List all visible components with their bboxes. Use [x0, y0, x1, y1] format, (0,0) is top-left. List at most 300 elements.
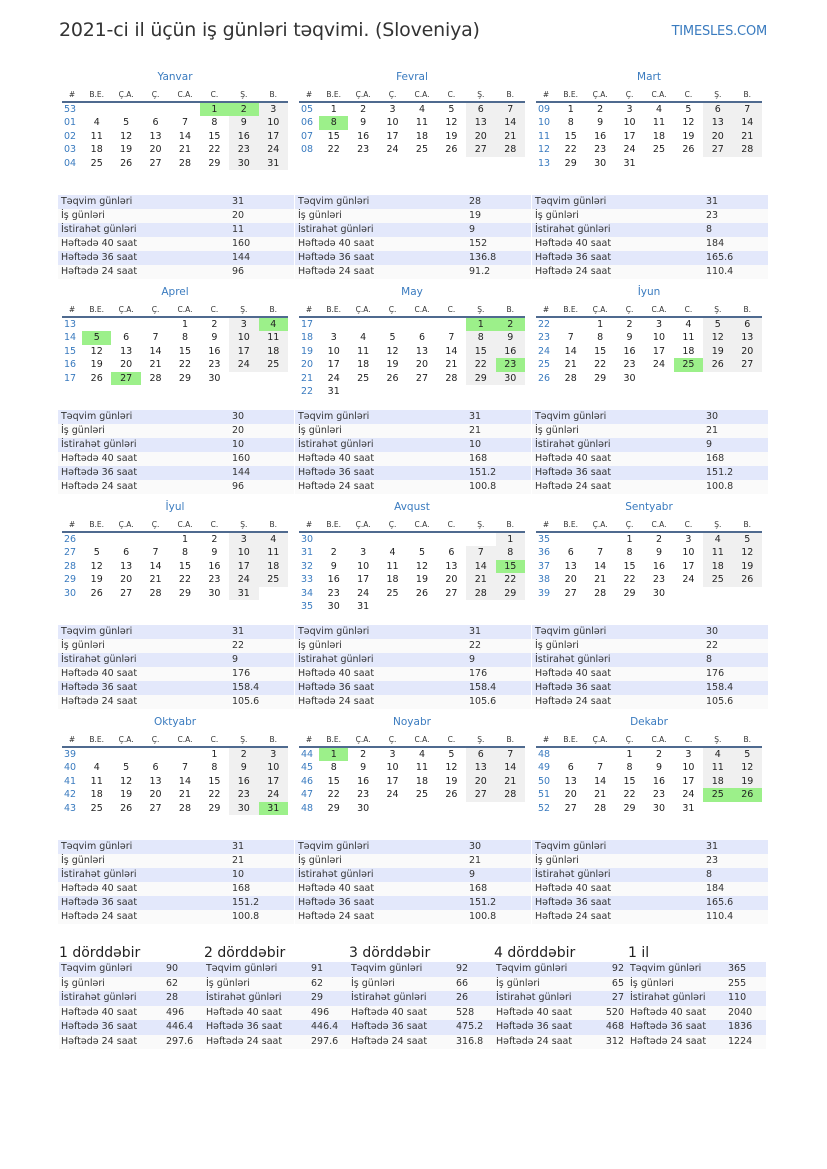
day-cell[interactable]: 22 [178, 359, 192, 371]
day-cell[interactable]: 23 [652, 574, 666, 586]
day-cell[interactable]: 24 [357, 587, 370, 599]
day-cell[interactable]: 30 [496, 372, 525, 385]
day-cell[interactable]: 28 [149, 587, 162, 599]
day-cell[interactable]: 11 [90, 130, 103, 142]
day-cell[interactable]: 8 [567, 117, 574, 129]
day-cell[interactable]: 29 [623, 802, 636, 814]
day-cell[interactable]: 3 [360, 547, 367, 559]
day-cell[interactable]: 23 [652, 789, 666, 801]
day-cell[interactable]: 7 [567, 332, 574, 344]
day-cell[interactable]: 26 [682, 144, 695, 156]
day-cell[interactable]: 15 [178, 345, 192, 357]
day-cell[interactable]: 14 [733, 116, 762, 129]
day-cell[interactable]: 9 [597, 117, 604, 129]
day-cell[interactable]: 2 [655, 749, 662, 760]
day-cell[interactable]: 30 [229, 157, 258, 170]
day-cell[interactable]: 11 [703, 761, 732, 774]
day-cell[interactable]: 25 [652, 144, 666, 156]
day-cell[interactable]: 8 [466, 331, 495, 344]
day-cell[interactable]: 3 [259, 102, 288, 116]
day-cell[interactable]: 15 [327, 130, 340, 142]
day-cell[interactable]: 30 [357, 802, 370, 814]
day-cell[interactable]: 22 [208, 789, 221, 801]
day-cell[interactable]: 11 [259, 331, 288, 344]
day-cell[interactable]: 16 [208, 560, 221, 572]
day-cell[interactable]: 22 [327, 789, 340, 801]
day-cell[interactable]: 20 [149, 144, 162, 156]
day-cell[interactable]: 25 [415, 789, 429, 801]
day-cell[interactable]: 2 [597, 104, 604, 115]
day-cell[interactable]: 16 [357, 130, 370, 142]
day-cell[interactable]: 18 [703, 560, 732, 573]
day-cell[interactable]: 12 [703, 331, 732, 344]
day-cell[interactable]: 13 [466, 116, 495, 129]
brand-link[interactable]: TIMESLES.COM [671, 24, 767, 39]
day-cell[interactable]: 11 [386, 560, 399, 572]
day-cell[interactable]: 21 [594, 789, 607, 801]
day-cell[interactable]: 15 [623, 775, 636, 787]
day-cell[interactable]: 5 [82, 331, 111, 344]
day-cell[interactable]: 17 [386, 130, 399, 142]
day-cell[interactable]: 27 [120, 587, 133, 599]
day-cell[interactable]: 26 [120, 802, 133, 814]
day-cell[interactable]: 1 [330, 104, 337, 115]
day-cell[interactable]: 5 [703, 317, 732, 331]
day-cell[interactable]: 12 [733, 761, 762, 774]
day-cell[interactable]: 8 [211, 117, 218, 129]
day-cell[interactable]: 22 [564, 144, 577, 156]
day-cell[interactable]: 9 [655, 762, 662, 774]
day-cell[interactable]: 13 [120, 560, 133, 572]
day-cell[interactable]: 20 [703, 130, 732, 143]
day-cell[interactable]: 30 [208, 587, 221, 599]
day-cell[interactable]: 12 [445, 117, 458, 129]
day-cell[interactable]: 8 [597, 332, 604, 344]
day-cell[interactable]: 4 [93, 762, 100, 774]
day-cell[interactable]: 17 [682, 560, 695, 572]
day-cell[interactable]: 29 [178, 587, 192, 599]
day-cell[interactable]: 19 [90, 359, 103, 371]
day-cell[interactable]: 22 [466, 358, 495, 371]
day-cell[interactable]: 11 [703, 546, 732, 559]
day-cell[interactable]: 17 [259, 130, 288, 143]
day-cell[interactable]: 10 [386, 762, 399, 774]
day-cell[interactable]: 2 [655, 534, 662, 545]
day-cell[interactable]: 30 [327, 601, 340, 613]
day-cell[interactable]: 19 [703, 345, 732, 358]
day-cell[interactable]: 19 [445, 775, 458, 787]
day-cell[interactable]: 8 [181, 547, 188, 559]
day-cell[interactable]: 1 [597, 319, 604, 330]
day-cell[interactable]: 27 [149, 157, 162, 169]
day-cell[interactable]: 7 [181, 762, 188, 774]
day-cell[interactable]: 15 [466, 345, 495, 358]
day-cell[interactable]: 8 [626, 762, 633, 774]
day-cell[interactable]: 4 [93, 117, 100, 129]
day-cell[interactable]: 24 [682, 789, 695, 801]
day-cell[interactable]: 6 [152, 762, 159, 774]
day-cell[interactable]: 18 [415, 130, 429, 142]
day-cell[interactable]: 23 [357, 144, 370, 156]
day-cell[interactable]: 25 [703, 573, 732, 586]
day-cell[interactable]: 23 [208, 359, 221, 371]
day-cell[interactable]: 9 [211, 547, 218, 559]
day-cell[interactable]: 13 [564, 560, 577, 572]
day-cell[interactable]: 31 [327, 386, 340, 398]
day-cell[interactable]: 6 [123, 547, 130, 559]
day-cell[interactable]: 31 [682, 802, 695, 814]
day-cell[interactable]: 24 [623, 144, 636, 156]
day-cell[interactable]: 1 [496, 532, 525, 546]
day-cell[interactable]: 24 [259, 788, 288, 801]
day-cell[interactable]: 2 [626, 319, 633, 330]
day-cell[interactable]: 23 [327, 587, 340, 599]
day-cell[interactable]: 5 [685, 104, 692, 115]
day-cell[interactable]: 13 [149, 130, 162, 142]
day-cell[interactable]: 26 [445, 144, 458, 156]
day-cell[interactable]: 19 [415, 574, 429, 586]
day-cell[interactable]: 21 [149, 574, 162, 586]
day-cell[interactable]: 9 [360, 762, 367, 774]
day-cell[interactable]: 14 [149, 345, 162, 357]
day-cell[interactable]: 28 [149, 372, 162, 384]
day-cell[interactable]: 31 [259, 157, 288, 170]
day-cell[interactable]: 12 [90, 560, 103, 572]
day-cell[interactable]: 25 [90, 802, 103, 814]
day-cell[interactable]: 1 [626, 749, 633, 760]
day-cell[interactable]: 10 [229, 546, 258, 559]
day-cell[interactable]: 21 [178, 144, 192, 156]
day-cell[interactable]: 7 [152, 332, 159, 344]
day-cell[interactable]: 28 [594, 587, 607, 599]
day-cell[interactable]: 14 [496, 761, 525, 774]
day-cell[interactable]: 21 [445, 359, 458, 371]
day-cell[interactable]: 9 [626, 332, 633, 344]
day-cell[interactable]: 4 [259, 532, 288, 546]
day-cell[interactable]: 10 [386, 117, 399, 129]
day-cell[interactable]: 5 [123, 762, 130, 774]
day-cell[interactable]: 3 [389, 104, 396, 115]
day-cell[interactable]: 30 [229, 802, 258, 815]
day-cell[interactable]: 25 [415, 144, 429, 156]
day-cell[interactable]: 22 [208, 144, 221, 156]
day-cell[interactable]: 21 [178, 789, 192, 801]
day-cell[interactable]: 29 [178, 372, 192, 384]
day-cell[interactable]: 11 [259, 546, 288, 559]
day-cell[interactable]: 27 [149, 802, 162, 814]
day-cell[interactable]: 13 [703, 116, 732, 129]
day-cell[interactable]: 28 [594, 802, 607, 814]
day-cell[interactable]: 16 [496, 345, 525, 358]
day-cell[interactable]: 29 [594, 372, 607, 384]
day-cell[interactable]: 5 [418, 547, 425, 559]
day-cell[interactable]: 15 [178, 560, 192, 572]
day-cell[interactable]: 16 [594, 130, 607, 142]
day-cell[interactable]: 5 [733, 747, 762, 761]
day-cell[interactable]: 19 [733, 775, 762, 788]
day-cell[interactable]: 17 [229, 560, 258, 573]
day-cell[interactable]: 4 [703, 747, 732, 761]
day-cell[interactable]: 3 [389, 749, 396, 760]
day-cell[interactable]: 21 [496, 130, 525, 143]
day-cell[interactable]: 28 [178, 802, 192, 814]
day-cell[interactable]: 24 [386, 789, 399, 801]
day-cell[interactable]: 1 [319, 747, 348, 761]
day-cell[interactable]: 10 [259, 116, 288, 129]
day-cell[interactable]: 16 [652, 775, 666, 787]
day-cell[interactable]: 20 [415, 359, 429, 371]
day-cell[interactable]: 6 [418, 332, 425, 344]
day-cell[interactable]: 18 [652, 130, 666, 142]
day-cell[interactable]: 31 [259, 802, 288, 815]
day-cell[interactable]: 26 [386, 372, 399, 384]
day-cell[interactable]: 27 [445, 587, 458, 599]
day-cell[interactable]: 20 [466, 130, 495, 143]
day-cell[interactable]: 17 [386, 775, 399, 787]
day-cell[interactable]: 6 [466, 747, 495, 761]
day-cell[interactable]: 17 [259, 775, 288, 788]
day-cell[interactable]: 25 [90, 157, 103, 169]
day-cell[interactable]: 2 [360, 749, 367, 760]
day-cell[interactable]: 3 [259, 747, 288, 761]
day-cell[interactable]: 8 [330, 762, 337, 774]
day-cell[interactable]: 17 [652, 345, 666, 357]
day-cell[interactable]: 29 [496, 587, 525, 600]
day-cell[interactable]: 4 [418, 104, 425, 115]
day-cell[interactable]: 25 [703, 788, 732, 801]
day-cell[interactable]: 18 [415, 775, 429, 787]
day-cell[interactable]: 22 [623, 574, 636, 586]
day-cell[interactable]: 12 [120, 775, 133, 787]
day-cell[interactable]: 3 [229, 532, 258, 546]
day-cell[interactable]: 3 [685, 534, 692, 545]
day-cell[interactable]: 26 [445, 789, 458, 801]
day-cell[interactable]: 10 [357, 560, 370, 572]
day-cell[interactable]: 22 [594, 359, 607, 371]
day-cell[interactable]: 5 [733, 532, 762, 546]
day-cell[interactable]: 4 [685, 319, 692, 330]
day-cell[interactable]: 23 [623, 359, 636, 371]
day-cell[interactable]: 5 [389, 332, 396, 344]
day-cell[interactable]: 17 [327, 359, 340, 371]
day-cell[interactable]: 28 [564, 372, 577, 384]
day-cell[interactable]: 14 [178, 775, 192, 787]
day-cell[interactable]: 3 [626, 104, 633, 115]
day-cell[interactable]: 7 [448, 332, 455, 344]
day-cell[interactable]: 13 [445, 560, 458, 572]
day-cell[interactable]: 24 [327, 372, 340, 384]
day-cell[interactable]: 25 [259, 573, 288, 586]
day-cell[interactable]: 24 [259, 143, 288, 156]
day-cell[interactable]: 27 [111, 372, 140, 385]
day-cell[interactable]: 29 [208, 157, 221, 169]
day-cell[interactable]: 30 [652, 802, 666, 814]
day-cell[interactable]: 21 [496, 775, 525, 788]
day-cell[interactable]: 6 [733, 317, 762, 331]
day-cell[interactable]: 30 [208, 372, 221, 384]
day-cell[interactable]: 11 [652, 117, 666, 129]
day-cell[interactable]: 28 [466, 587, 495, 600]
day-cell[interactable]: 28 [496, 143, 525, 156]
day-cell[interactable]: 22 [327, 144, 340, 156]
day-cell[interactable]: 2 [496, 317, 525, 331]
day-cell[interactable]: 14 [594, 560, 607, 572]
day-cell[interactable]: 13 [733, 331, 762, 344]
day-cell[interactable]: 20 [445, 574, 458, 586]
day-cell[interactable]: 7 [733, 102, 762, 116]
day-cell[interactable]: 2 [229, 102, 258, 116]
day-cell[interactable]: 22 [178, 574, 192, 586]
day-cell[interactable]: 26 [415, 587, 429, 599]
day-cell[interactable]: 8 [626, 547, 633, 559]
day-cell[interactable]: 29 [208, 802, 221, 814]
day-cell[interactable]: 29 [623, 587, 636, 599]
day-cell[interactable]: 27 [564, 587, 577, 599]
day-cell[interactable]: 7 [496, 747, 525, 761]
day-cell[interactable]: 10 [682, 547, 695, 559]
day-cell[interactable]: 1 [211, 749, 218, 760]
day-cell[interactable]: 9 [229, 761, 258, 774]
day-cell[interactable]: 4 [259, 317, 288, 331]
day-cell[interactable]: 6 [448, 547, 455, 559]
day-cell[interactable]: 16 [652, 560, 666, 572]
day-cell[interactable]: 3 [685, 749, 692, 760]
day-cell[interactable]: 28 [496, 788, 525, 801]
day-cell[interactable]: 14 [564, 345, 577, 357]
day-cell[interactable]: 13 [415, 345, 429, 357]
day-cell[interactable]: 5 [123, 117, 130, 129]
day-cell[interactable]: 23 [357, 789, 370, 801]
day-cell[interactable]: 24 [229, 573, 258, 586]
day-cell[interactable]: 15 [208, 775, 221, 787]
day-cell[interactable]: 27 [703, 143, 732, 156]
day-cell[interactable]: 7 [496, 102, 525, 116]
day-cell[interactable]: 9 [229, 116, 258, 129]
day-cell[interactable]: 10 [229, 331, 258, 344]
day-cell[interactable]: 21 [594, 574, 607, 586]
day-cell[interactable]: 1 [567, 104, 574, 115]
day-cell[interactable]: 9 [655, 547, 662, 559]
day-cell[interactable]: 16 [229, 130, 258, 143]
day-cell[interactable]: 15 [208, 130, 221, 142]
day-cell[interactable]: 14 [149, 560, 162, 572]
day-cell[interactable]: 19 [120, 789, 133, 801]
day-cell[interactable]: 24 [652, 359, 666, 371]
day-cell[interactable]: 31 [229, 587, 258, 600]
day-cell[interactable]: 10 [327, 345, 340, 357]
day-cell[interactable]: 2 [330, 547, 337, 559]
day-cell[interactable]: 7 [152, 547, 159, 559]
day-cell[interactable]: 1 [181, 319, 188, 330]
day-cell[interactable]: 21 [466, 573, 495, 586]
day-cell[interactable]: 26 [90, 372, 103, 384]
day-cell[interactable]: 23 [229, 143, 258, 156]
day-cell[interactable]: 1 [200, 102, 229, 116]
day-cell[interactable]: 3 [229, 317, 258, 331]
day-cell[interactable]: 7 [181, 117, 188, 129]
day-cell[interactable]: 16 [208, 345, 221, 357]
day-cell[interactable]: 18 [703, 775, 732, 788]
day-cell[interactable]: 4 [389, 547, 396, 559]
day-cell[interactable]: 25 [386, 587, 399, 599]
day-cell[interactable]: 23 [208, 574, 221, 586]
day-cell[interactable]: 15 [564, 130, 577, 142]
day-cell[interactable]: 29 [466, 372, 495, 385]
day-cell[interactable]: 22 [496, 573, 525, 586]
day-cell[interactable]: 10 [682, 762, 695, 774]
day-cell[interactable]: 27 [466, 143, 495, 156]
day-cell[interactable]: 14 [466, 560, 495, 573]
day-cell[interactable]: 11 [415, 117, 429, 129]
day-cell[interactable]: 30 [652, 587, 666, 599]
day-cell[interactable]: 25 [357, 372, 370, 384]
day-cell[interactable]: 29 [564, 157, 577, 169]
day-cell[interactable]: 2 [229, 747, 258, 761]
day-cell[interactable]: 13 [149, 775, 162, 787]
day-cell[interactable]: 31 [357, 601, 370, 613]
day-cell[interactable]: 19 [733, 560, 762, 573]
day-cell[interactable]: 28 [178, 157, 192, 169]
day-cell[interactable]: 18 [90, 789, 103, 801]
day-cell[interactable]: 12 [386, 345, 399, 357]
day-cell[interactable]: 18 [259, 560, 288, 573]
day-cell[interactable]: 28 [445, 372, 458, 384]
day-cell[interactable]: 7 [597, 762, 604, 774]
day-cell[interactable]: 30 [594, 157, 607, 169]
day-cell[interactable]: 20 [466, 775, 495, 788]
day-cell[interactable]: 3 [655, 319, 662, 330]
day-cell[interactable]: 29 [327, 802, 340, 814]
day-cell[interactable]: 2 [211, 319, 218, 330]
day-cell[interactable]: 24 [229, 358, 258, 371]
day-cell[interactable]: 3 [330, 332, 337, 344]
day-cell[interactable]: 9 [211, 332, 218, 344]
day-cell[interactable]: 23 [496, 358, 525, 371]
day-cell[interactable]: 12 [120, 130, 133, 142]
day-cell[interactable]: 13 [120, 345, 133, 357]
day-cell[interactable]: 24 [386, 144, 399, 156]
day-cell[interactable]: 1 [181, 534, 188, 545]
day-cell[interactable]: 14 [496, 116, 525, 129]
day-cell[interactable]: 11 [682, 332, 695, 344]
day-cell[interactable]: 27 [415, 372, 429, 384]
day-cell[interactable]: 16 [357, 775, 370, 787]
day-cell[interactable]: 17 [682, 775, 695, 787]
day-cell[interactable]: 1 [626, 534, 633, 545]
day-cell[interactable]: 18 [357, 359, 370, 371]
day-cell[interactable]: 8 [496, 546, 525, 559]
day-cell[interactable]: 19 [445, 130, 458, 142]
day-cell[interactable]: 10 [623, 117, 636, 129]
day-cell[interactable]: 25 [674, 358, 703, 371]
day-cell[interactable]: 18 [90, 144, 103, 156]
day-cell[interactable]: 19 [90, 574, 103, 586]
day-cell[interactable]: 20 [120, 359, 133, 371]
day-cell[interactable]: 13 [564, 775, 577, 787]
day-cell[interactable]: 26 [703, 358, 732, 371]
day-cell[interactable]: 28 [733, 143, 762, 156]
day-cell[interactable]: 10 [652, 332, 666, 344]
day-cell[interactable]: 27 [733, 358, 762, 371]
day-cell[interactable]: 26 [733, 788, 762, 801]
day-cell[interactable]: 27 [564, 802, 577, 814]
day-cell[interactable]: 21 [564, 359, 577, 371]
day-cell[interactable]: 25 [259, 358, 288, 371]
day-cell[interactable]: 30 [623, 372, 636, 384]
day-cell[interactable]: 5 [448, 104, 455, 115]
day-cell[interactable]: 24 [682, 574, 695, 586]
day-cell[interactable]: 6 [152, 117, 159, 129]
